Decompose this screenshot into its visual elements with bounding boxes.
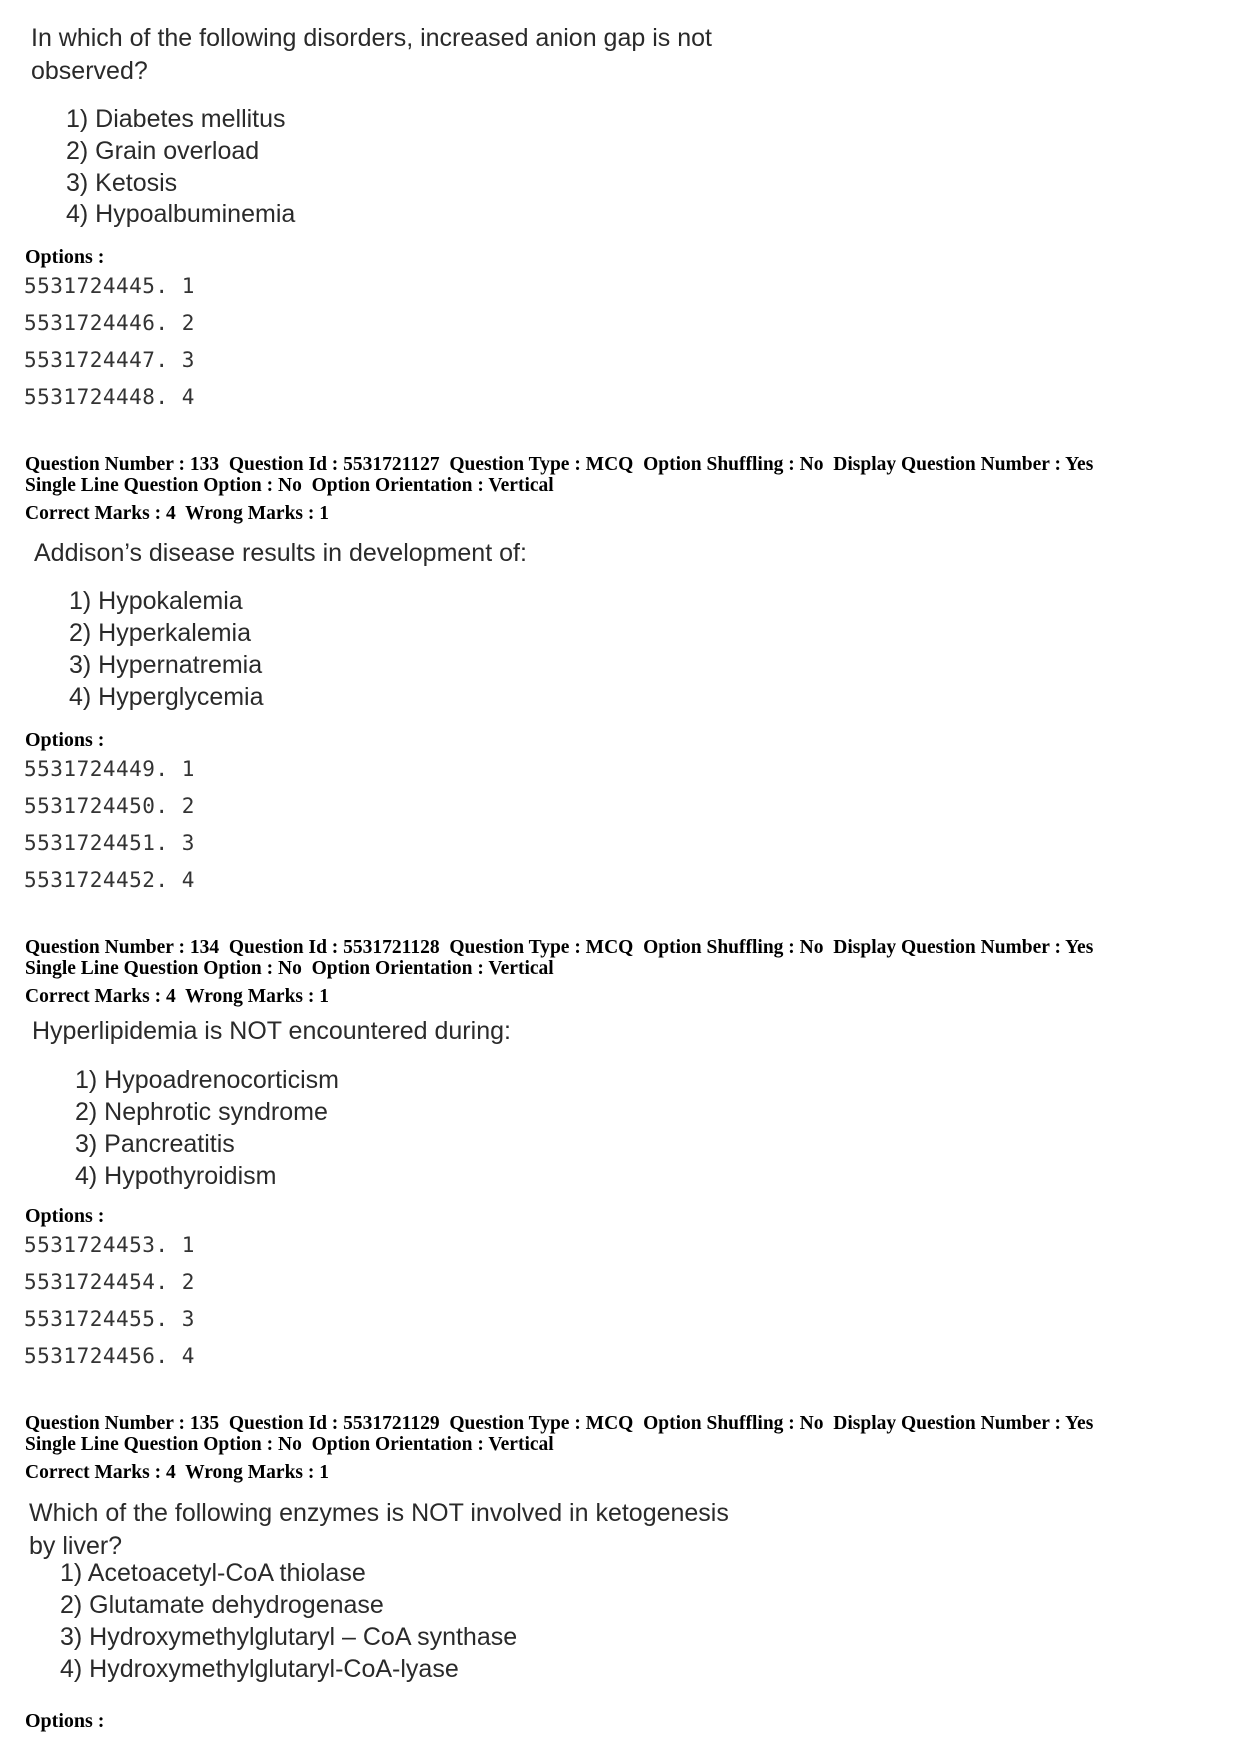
option-id: 5531724454. 2 — [24, 1270, 195, 1294]
choice-item: 2) Nephrotic syndrome — [75, 1098, 328, 1126]
question-text: Addison’s disease results in development of: — [34, 539, 527, 567]
option-id: 5531724452. 4 — [24, 868, 195, 892]
question-marks: Correct Marks : 4 Wrong Marks : 1 — [25, 503, 330, 524]
question-meta: Question Number : 135 Question Id : 5531721129 Question Type : MCQ Option Shuffling : No Display Question Number : Yes — [25, 1413, 1094, 1434]
question-meta: Single Line Question Option : No Option Orientation : Vertical — [25, 958, 554, 979]
option-id: 5531724456. 4 — [24, 1344, 195, 1368]
option-id: 5531724445. 1 — [24, 274, 195, 298]
options-label: Options : — [25, 246, 105, 268]
choice-item: 4) Hydroxymethylglutaryl-CoA-lyase — [60, 1655, 459, 1683]
option-id: 5531724449. 1 — [24, 757, 195, 781]
choice-item: 2) Grain overload — [66, 137, 260, 165]
question-marks: Correct Marks : 4 Wrong Marks : 1 — [25, 986, 330, 1007]
options-label: Options : — [25, 1710, 105, 1732]
choice-item: 4) Hypothyroidism — [75, 1162, 277, 1190]
question-meta: Single Line Question Option : No Option Orientation : Vertical — [25, 475, 554, 496]
choice-item: 2) Glutamate dehydrogenase — [60, 1591, 384, 1619]
option-id: 5531724446. 2 — [24, 311, 195, 335]
choice-item: 3) Ketosis — [66, 169, 178, 197]
question-meta: Question Number : 133 Question Id : 5531721127 Question Type : MCQ Option Shuffling : No Display Question Number : Yes — [25, 454, 1094, 475]
choice-item: 1) Hypokalemia — [69, 587, 243, 615]
question-text: Hyperlipidemia is NOT encountered during: — [32, 1017, 511, 1045]
choice-item: 3) Hypernatremia — [69, 651, 263, 679]
question-text: In which of the following disorders, increased anion gap is not observed? — [31, 24, 712, 85]
choice-item: 1) Diabetes mellitus — [66, 105, 286, 133]
choice-item: 2) Hyperkalemia — [69, 619, 252, 647]
choice-item: 1) Acetoacetyl-CoA thiolase — [60, 1559, 366, 1587]
question-text: Which of the following enzymes is NOT involved in ketogenesis by liver? — [29, 1499, 729, 1560]
question-meta: Question Number : 134 Question Id : 5531721128 Question Type : MCQ Option Shuffling : No Display Question Number : Yes — [25, 937, 1094, 958]
option-id: 5531724455. 3 — [24, 1307, 195, 1331]
options-label: Options : — [25, 729, 105, 751]
choice-item: 4) Hypoalbuminemia — [66, 200, 296, 228]
options-label: Options : — [25, 1205, 105, 1227]
option-id: 5531724448. 4 — [24, 385, 195, 409]
choice-item: 3) Pancreatitis — [75, 1130, 235, 1158]
option-id: 5531724450. 2 — [24, 794, 195, 818]
choice-item: 4) Hyperglycemia — [69, 683, 264, 711]
option-id: 5531724451. 3 — [24, 831, 195, 855]
choice-item: 3) Hydroxymethylglutaryl – CoA synthase — [60, 1623, 518, 1651]
option-id: 5531724447. 3 — [24, 348, 195, 372]
question-meta: Single Line Question Option : No Option Orientation : Vertical — [25, 1434, 554, 1455]
option-id: 5531724453. 1 — [24, 1233, 195, 1257]
question-marks: Correct Marks : 4 Wrong Marks : 1 — [25, 1462, 330, 1483]
choice-item: 1) Hypoadrenocorticism — [75, 1066, 339, 1094]
